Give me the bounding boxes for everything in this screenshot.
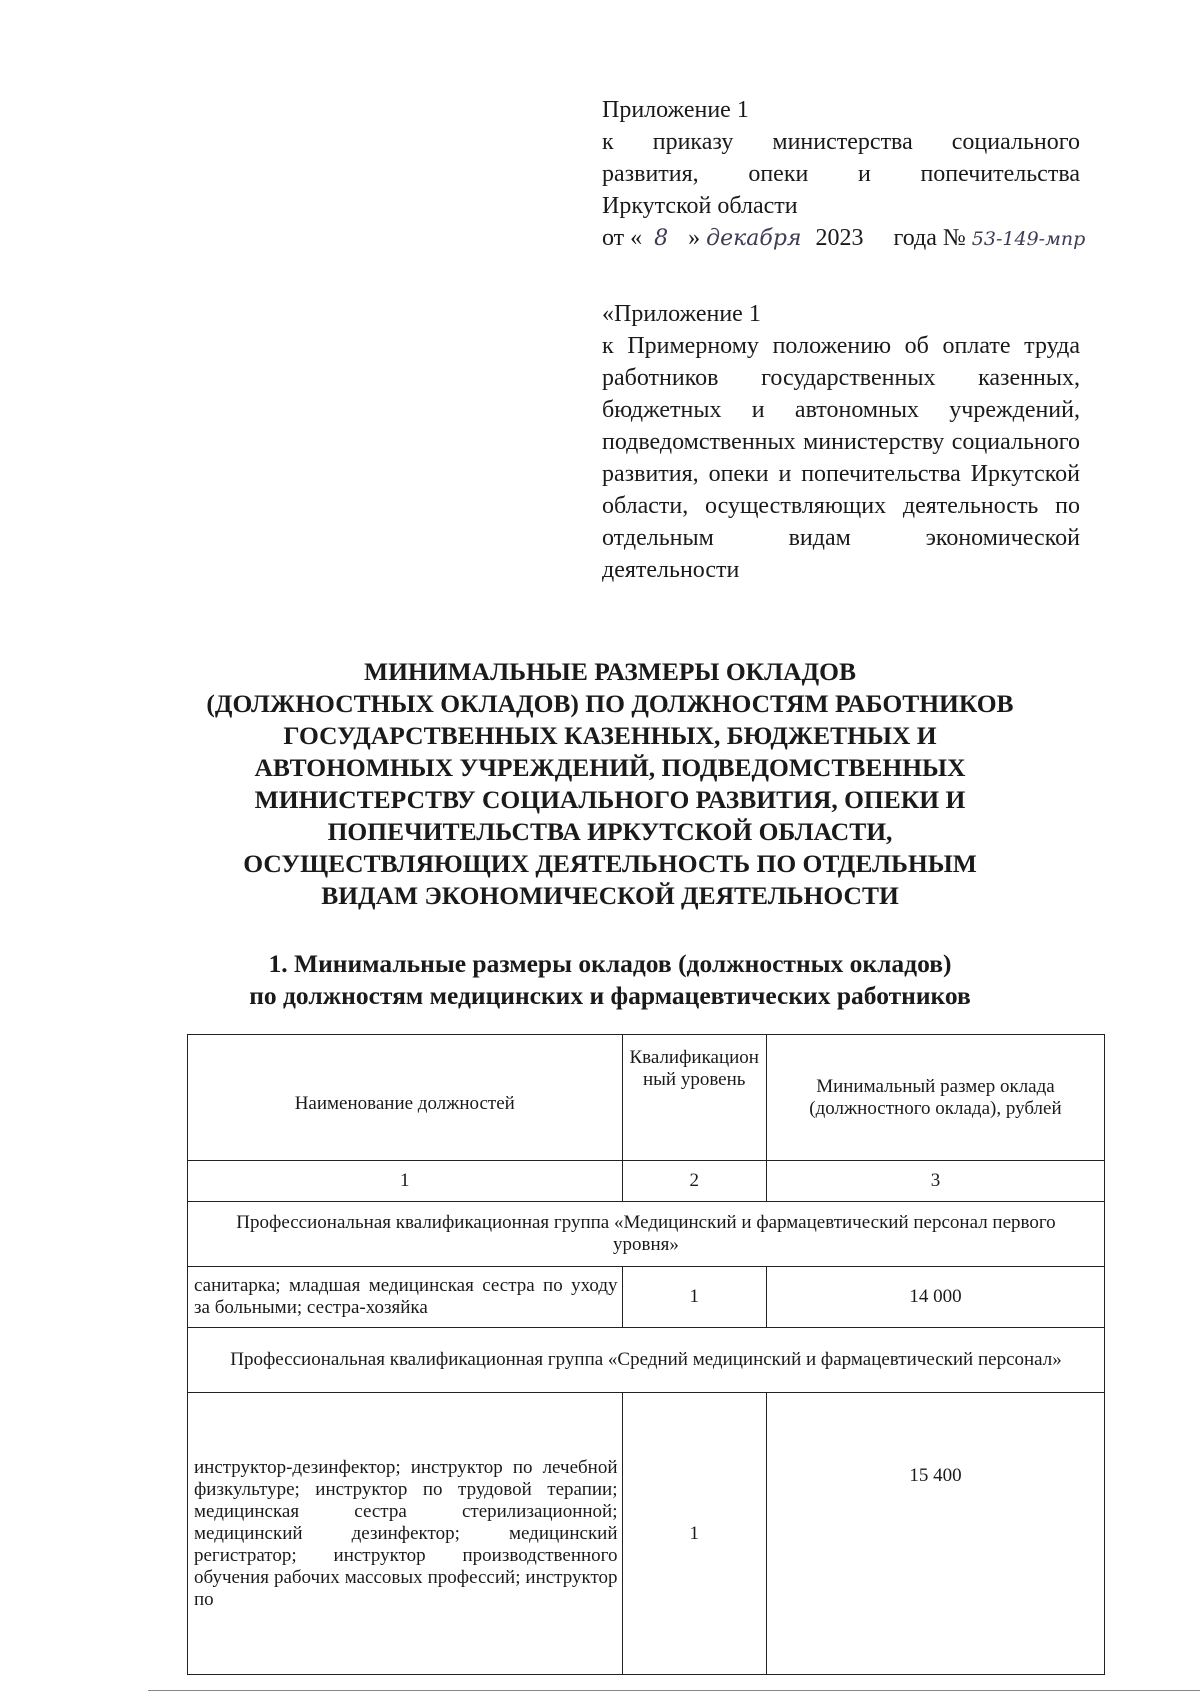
appendix-label: Приложение 1	[602, 97, 749, 123]
appendix2-label: «Приложение 1	[602, 301, 761, 327]
salary-table	[187, 1034, 1105, 1675]
column-number: 2	[622, 1161, 766, 1202]
group-row	[188, 1328, 1105, 1393]
date-year: 2023	[815, 225, 864, 251]
header-qualification-level	[622, 1035, 766, 1161]
title-line: МИНИМАЛЬНЫЕ РАЗМЕРЫ ОКЛАДОВ	[364, 657, 856, 686]
section-title-line: 1. Минимальные размеры окладов (должностных окладов)	[268, 949, 952, 978]
level-cell: 1	[622, 1393, 766, 1675]
column-number: 1	[188, 1161, 623, 1202]
salary-cell: 14 000	[766, 1267, 1104, 1328]
order-line-1: к приказу министерства социального	[602, 129, 1080, 155]
group-row	[188, 1202, 1105, 1267]
column-number-row	[188, 1161, 1105, 1202]
appendix2-body: к Примерному положению об оплате труда работников государственных казенных, бюджетных и автономных учреждений, подведомственных министерству социального развития, опеки и попечительства Иркутской области, осуществляющих деятельность по отдельным видам экономической деятельности	[602, 333, 1080, 583]
order-number-handwritten: 53-149-мпр	[971, 228, 1086, 250]
date-prefix: от «	[602, 225, 643, 251]
header-min-salary: Минимальный размер оклада (должностного оклада), рублей	[766, 1035, 1104, 1161]
title-line: ГОСУДАРСТВЕННЫХ КАЗЕННЫХ, БЮДЖЕТНЫХ И	[283, 721, 937, 750]
table-row	[188, 1393, 1105, 1675]
date-month-handwritten: декабря	[706, 226, 802, 251]
section-title	[150, 948, 1070, 1012]
document-title	[150, 656, 1070, 912]
level-cell: 1	[622, 1267, 766, 1328]
title-line: АВТОНОМНЫХ УЧРЕЖДЕНИЙ, ПОДВЕДОМСТВЕННЫХ	[254, 753, 966, 782]
order-line-3: Иркутской области	[602, 193, 798, 219]
page-edge-rule	[148, 1690, 1200, 1691]
date-day-handwritten: 8	[654, 226, 669, 251]
salary-cell: 15 400	[766, 1393, 1104, 1675]
group-title-first-level: Профессиональная квалификационная группа «Медицинский и фармацевтический персонал первого уровня»	[188, 1202, 1105, 1267]
section-title-line: по должностям медицинских и фармацевтических работников	[249, 981, 971, 1010]
order-appendix-block	[602, 94, 1086, 255]
group-title-middle-level: Профессиональная квалификационная группа «Средний медицинский и фармацевтический персонал»	[188, 1328, 1105, 1393]
column-number: 3	[766, 1161, 1104, 1202]
title-line: ОСУЩЕСТВЛЯЮЩИХ ДЕЯТЕЛЬНОСТЬ ПО ОТДЕЛЬНЫМ	[243, 849, 977, 878]
table-header-row	[188, 1035, 1105, 1161]
header-position-name: Наименование должностей	[188, 1035, 623, 1161]
order-line-2: развития, опеки и попечительства	[602, 161, 1080, 187]
date-year-word: года №	[893, 225, 966, 251]
positions-cell: санитарка; младшая медицинская сестра по уходу за больными; сестра-хозяйка	[188, 1267, 623, 1328]
order-date-line	[602, 222, 1086, 255]
title-line: ВИДАМ ЭКОНОМИЧЕСКОЙ ДЕЯТЕЛЬНОСТИ	[321, 881, 899, 910]
title-line: МИНИСТЕРСТВУ СОЦИАЛЬНОГО РАЗВИТИЯ, ОПЕКИ И	[254, 785, 966, 814]
header-qualification-level-text: Квалификационный уровень	[629, 1047, 759, 1090]
table-row	[188, 1267, 1105, 1328]
model-regulation-appendix-block	[602, 298, 1080, 586]
positions-cell: инструктор-дезинфектор; инструктор по лечебной физкультуре; инструктор по трудовой терапии; медицинская сестра стерилизационной; медицинский дезинфектор; медицинский регистратор; инструктор производственного обучения рабочих массовых профессий; инструктор по	[188, 1393, 623, 1675]
date-mid: »	[688, 225, 701, 251]
title-line: (ДОЛЖНОСТНЫХ ОКЛАДОВ) ПО ДОЛЖНОСТЯМ РАБОТНИКОВ	[206, 689, 1014, 718]
title-line: ПОПЕЧИТЕЛЬСТВА ИРКУТСКОЙ ОБЛАСТИ,	[327, 817, 893, 846]
